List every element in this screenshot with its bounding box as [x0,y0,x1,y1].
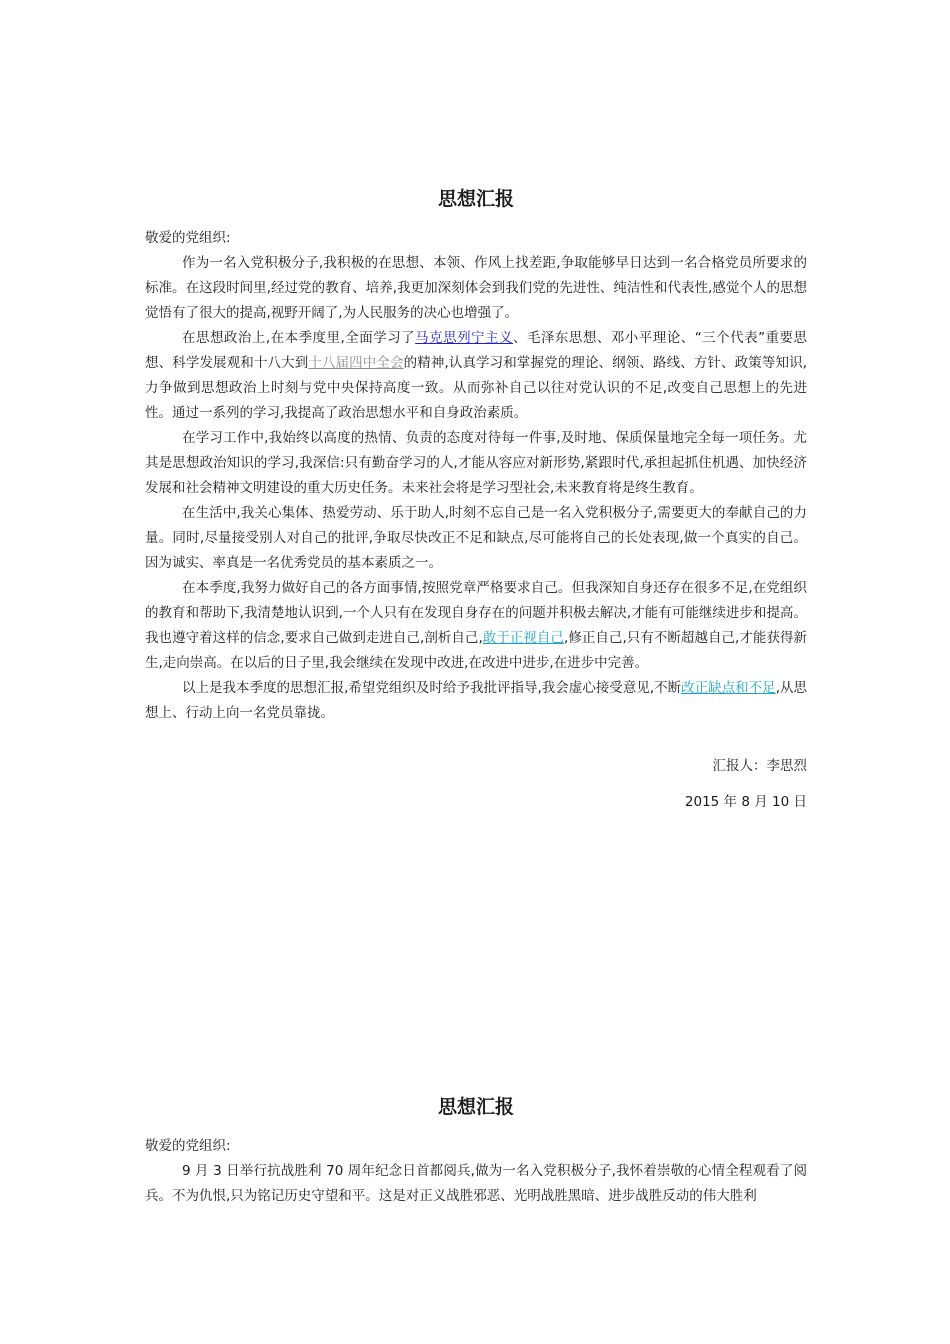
paragraph-5 [145,576,807,676]
paragraph-2 [145,326,807,426]
report-title: 思想汇报 [437,1096,514,1118]
report-2 [145,1094,807,1209]
link-marxism-leninism[interactable]: 马克思列宁主义 [415,330,513,346]
paragraph-2-text-b: 、毛泽东思想、邓小平理论、“三个代表”重要思想、科学发展观和十八大到 [145,330,807,371]
signature: 汇报人：李思烈 [712,758,807,774]
paragraph-2-text-c: 的精神,认真学习和掌握党的理论、纲领、路线、方针、政策等知识,力争做到思想政治上时刻与党中央保持高度一致。从而弥补自己以往对党认识的不足,改变自己思想上的先进性。通过一系列的学习,我提高了政治思想水平和自身政治素质。 [145,355,808,421]
paragraph-5-text-b: ,修正自己,只有不断超越自己,才能获得新生,走向崇高。在以后的日子里,我会继续在发现中改进,在改进中进步,在进步中完善。 [145,630,808,671]
salutation: 敬爱的党组织: [145,230,231,246]
paragraph-6-text-a: 以上是我本季度的思想汇报,希望党组织及时给予我批评指导,我会虚心接受意见,不断 [182,680,682,696]
paragraph-2-text-a: 在思想政治上,在本季度里,全面学习了 [182,330,416,346]
link-correct-shortcomings[interactable]: 改正缺点和不足 [681,680,776,696]
salutation: 敬爱的党组织: [145,1138,231,1154]
paragraph-5-text-a: 在本季度,我努力做好自己的各方面事情,按照党章严格要求自己。但我深知自身还存在很多不足,在党组织的教育和帮助下,我清楚地认识到,一个人只有在发现自身存在的问题并积极去解决,才能有可能继续进步和提高。我也遵守着这样的信念,要求自己做到走进自己,剖析自己, [145,580,807,646]
paragraph-4: 在生活中,我关心集体、热爱劳动、乐于助人,时刻不忘自己是一名入党积极分子,需要更大的奉献自己的力量。同时,尽量接受别人对自己的批评,争取尽快改正不足和缺点,尽可能将自己的长处表现,做一个真实的自己。因为诚实、率真是一名优秀党员的基本素质之一。 [145,505,807,571]
paragraph-3: 在学习工作中,我始终以高度的热情、负责的态度对待每一件事,及时地、保质保量地完全每一项任务。尤其是思想政治知识的学习,我深信:只有勤奋学习的人,才能从容应对新形势,紧跟时代,承担起抓住机遇、加快经济发展和社会精神文明建设的重大历史任务。未来社会将是学习型社会,未来教育将是终生教育。 [145,430,807,496]
paragraph-1: 9 月 3 日举行抗战胜利 70 周年纪念日首都阅兵,做为一名入党积极分子,我怀着崇敬的心情全程观看了阅兵。不为仇恨,只为铭记历史守望和平。这是对正义战胜邪恶、光明战胜黑暗、进步战胜反动的伟大胜利 [145,1163,807,1204]
report-title: 思想汇报 [437,188,514,210]
paragraph-6-text-b: ,从思想上、行动上向一名党员靠拢。 [145,680,808,721]
link-face-oneself[interactable]: 敢于正视自己 [482,630,564,646]
report-1 [145,186,807,815]
paragraph-6 [145,676,807,726]
link-fourth-plenum[interactable]: 十八届四中全会 [308,355,404,371]
report-date: 2015 年 8 月 10 日 [684,794,807,810]
paragraph-1: 作为一名入党积极分子,我积极的在思想、本领、作风上找差距,争取能够早日达到一名合格党员所要求的标准。在这段时间里,经过党的教育、培养,我更加深刻体会到我们党的先进性、纯洁性和代表性,感觉个人的思想觉悟有了很大的提高,视野开阔了,为人民服务的决心也增强了。 [145,255,807,321]
